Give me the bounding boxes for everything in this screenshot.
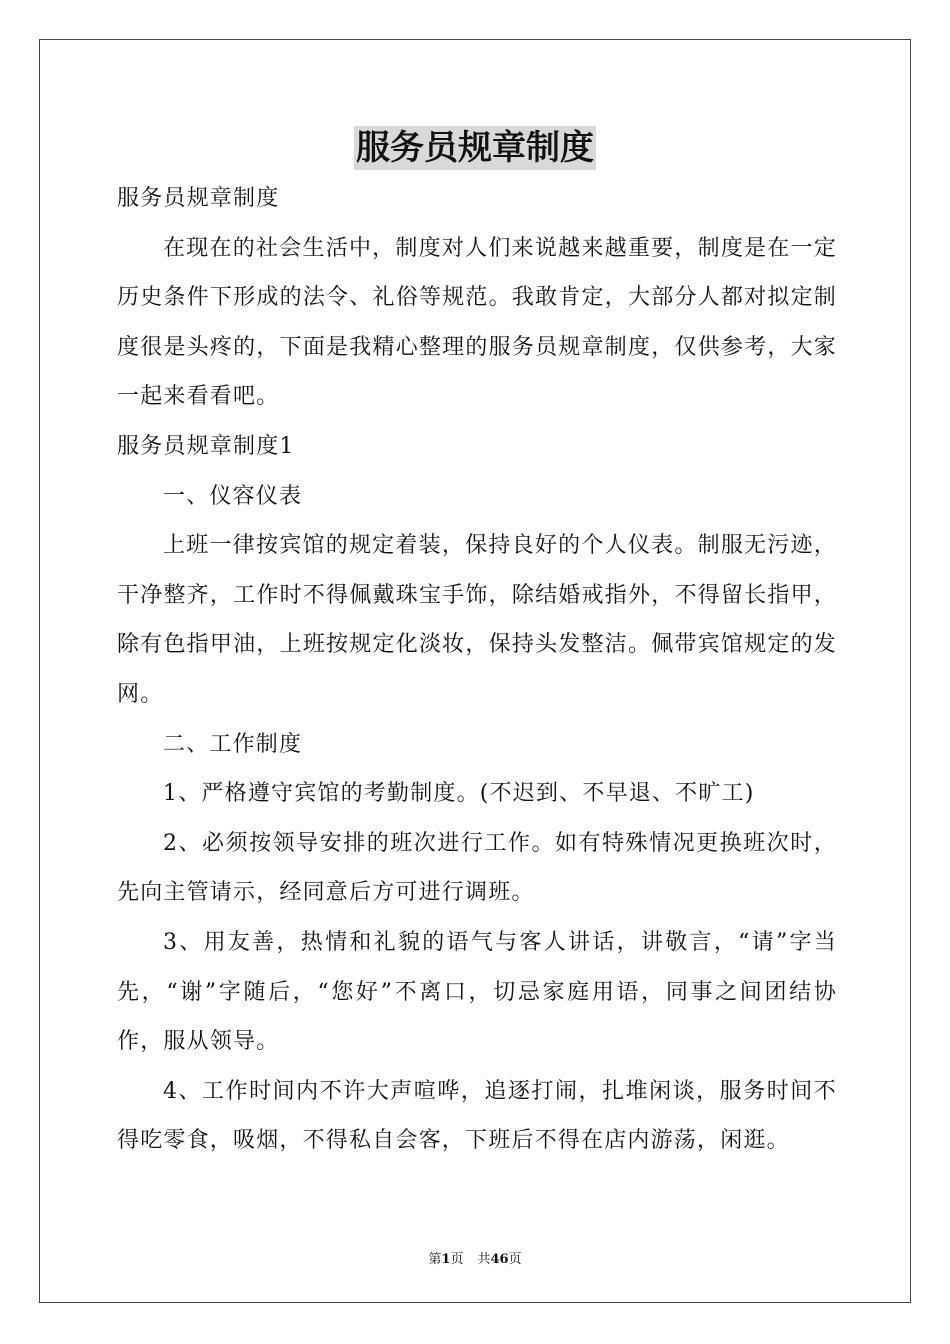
- paragraph: 服务员规章制度: [117, 186, 280, 211]
- paragraph: 上班一律按宾馆的规定着装，保持良好的个人仪表。制服无污迹，干净整齐，工作时不得佩戴珠宝手饰，除结婚戒指外，不得留长指甲，除有色指甲油，上班按规定化淡妆，保持头发整洁。佩带宾馆规定的发网。: [117, 533, 837, 707]
- footer-page-number: 1: [441, 1252, 451, 1267]
- paragraph: 一、仪容仪表: [163, 483, 303, 509]
- title-wrap: [0, 126, 950, 170]
- paragraph: 二、工作制度: [163, 731, 303, 757]
- footer-total-prefix: 共: [477, 1252, 491, 1267]
- paragraph: 服务员规章制度1: [117, 433, 295, 459]
- footer-total-suffix: 页: [508, 1252, 522, 1267]
- paragraph: 4、工作时间内不许大声喧哗，追逐打闹，扎堆闲谈，服务时间不得吃零食，吸烟，不得私自会客，下班后不得在店内游荡，闲逛。: [117, 1078, 837, 1154]
- document-title: 服务员规章制度: [356, 128, 594, 168]
- footer-total-pages: 46: [490, 1252, 509, 1267]
- paragraph: 3、用友善，热情和礼貌的语气与客人讲话，讲敬言，“请”字当先，“谢”字随后，“您好”不离口，切忌家庭用语，同事之间团结协作，服从领导。: [117, 929, 837, 1055]
- page-footer: [0, 1248, 950, 1267]
- document-body: [117, 174, 837, 1166]
- footer-page-prefix: 第: [428, 1252, 442, 1267]
- paragraph: 2、必须按领导安排的班次进行工作。如有特殊情况更换班次时，先向主管请示，经同意后方可进行调班。: [117, 830, 837, 906]
- paragraph: 1、严格遵守宾馆的考勤制度。(不迟到、不早退、不旷工): [163, 781, 755, 807]
- paragraph: 在现在的社会生活中，制度对人们来说越来越重要，制度是在一定历史条件下形成的法令、礼俗等规范。我敢肯定，大部分人都对拟定制度很是头疼的，下面是我精心整理的服务员规章制度，仅供参考，大家一起来看看吧。: [117, 235, 837, 410]
- footer-page-suffix: 页: [450, 1252, 464, 1267]
